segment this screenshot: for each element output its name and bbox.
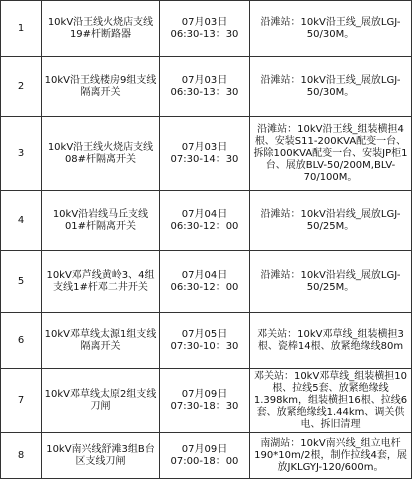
- line-name: 10kV邓草线太源1组支线隔离开关: [42, 313, 160, 369]
- time-range-text: 07:00-18：00: [170, 455, 239, 467]
- date-text: 07月04日: [181, 269, 228, 281]
- table-row: [1, 369, 412, 433]
- row-number: 3: [1, 117, 42, 191]
- row-number: 8: [1, 433, 42, 479]
- line-name: 10kV沿岩线马丘支线01#杆隔离开关: [42, 191, 160, 251]
- work-description: 沿滩站：10kV沿王线_展放LGJ-50/30M。: [250, 57, 412, 117]
- date-text: 07月09日: [181, 443, 228, 455]
- time-cell: [160, 117, 250, 191]
- row-number: 5: [1, 251, 42, 313]
- row-number: 2: [1, 57, 42, 117]
- work-description: 邓关站：10kV邓草线_组装横担10根、拉线5套、放紧绝缘线1.398km，组装横担16根、拉线6套、放紧绝缘线1.44km、调关供电、拆旧清理: [250, 369, 412, 433]
- date-text: 07月04日: [181, 208, 228, 220]
- row-number: 6: [1, 313, 42, 369]
- time-range-text: 06:30-12：00: [170, 281, 239, 293]
- work-description: 南湖站：10kV南兴线_组立电杆190*10m/2根，制作拉线4套，展放JKLGYJ-120/600m。: [250, 433, 412, 479]
- time-cell: [160, 251, 250, 313]
- line-name: 10kV南兴线舒滩3组B台区支线刀闸: [42, 433, 160, 479]
- date-text: 07月03日: [181, 141, 228, 153]
- table-row: [1, 313, 412, 369]
- line-name: 10kV沿王线楼房9组支线隔离开关: [42, 57, 160, 117]
- date-text: 07月03日: [181, 16, 228, 28]
- time-range-text: 06:30-13：30: [170, 28, 239, 40]
- date-text: 07月03日: [181, 74, 228, 86]
- time-range-text: 06:30-12：00: [170, 220, 239, 232]
- date-text: 07月05日: [181, 328, 228, 340]
- table-row: [1, 1, 412, 57]
- row-number: 7: [1, 369, 42, 433]
- line-name: 10kV沿王线火烧店支线08#杆隔离开关: [42, 117, 160, 191]
- row-number: 1: [1, 1, 42, 57]
- time-range-text: 07:30-10：30: [170, 340, 239, 352]
- row-number: 4: [1, 191, 42, 251]
- time-range-text: 07:30-18：30: [170, 400, 239, 412]
- line-name: 10kV邓芦线黄岭3、4组支线1#杆邓二井开关: [42, 251, 160, 313]
- line-name: 10kV沿王线火烧店支线19#杆断路器: [42, 1, 160, 57]
- table-row: [1, 117, 412, 191]
- table-row: [1, 251, 412, 313]
- table-row: [1, 433, 412, 479]
- work-description: 沿滩站：10kV沿王线_展放LGJ-50/30M。: [250, 1, 412, 57]
- time-cell: [160, 433, 250, 479]
- work-description: 邓关站：10kV邓草线_组装横担3根、瓷棒14根、放紧绝缘线80m: [250, 313, 412, 369]
- time-range-text: 07:30-14：30: [170, 153, 239, 165]
- table-row: [1, 57, 412, 117]
- time-cell: [160, 369, 250, 433]
- time-range-text: 06:30-13：30: [170, 86, 239, 98]
- table-row: [1, 191, 412, 251]
- work-description: 沿滩站：10kV沿王线_组装横担4根、安装S11-200KVA配变一台、拆除100KVA配变一台、安装JP柜1台、展放BLV-50/200M,BLV-70/100M。: [250, 117, 412, 191]
- time-cell: [160, 1, 250, 57]
- work-description: 沿滩站：10kV沿岩线_展放LGJ-50/25M。: [250, 191, 412, 251]
- line-name: 10kV邓草线太原2组支线刀闸: [42, 369, 160, 433]
- date-text: 07月09日: [181, 388, 228, 400]
- time-cell: [160, 313, 250, 369]
- time-cell: [160, 191, 250, 251]
- work-description: 沿滩站：10kV沿岩线_展放LGJ-50/25M。: [250, 251, 412, 313]
- time-cell: [160, 57, 250, 117]
